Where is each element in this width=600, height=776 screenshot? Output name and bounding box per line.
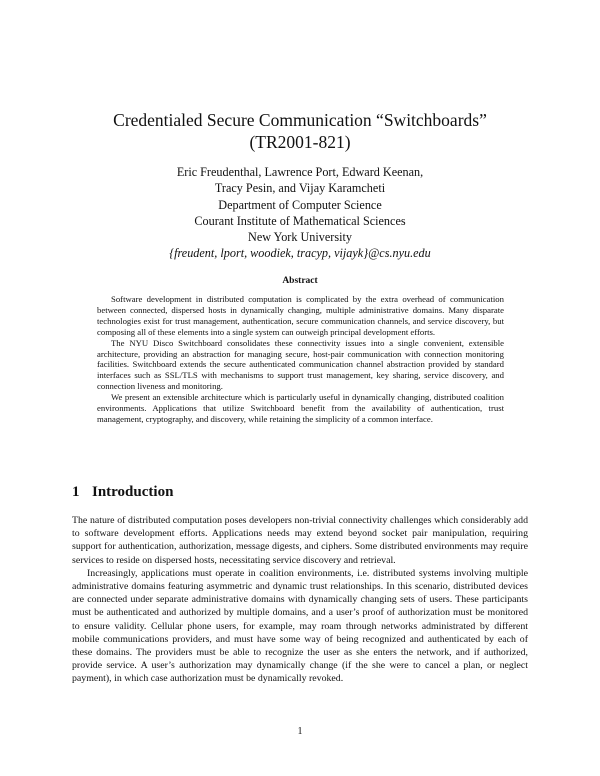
abstract-paragraph: Software development in distributed computation is complicated by the extra overhead of communication between connected, dispersed hosts in dynamically changing, multiple administrative domains. Many disparate technologies exist for trust management, authentication, secure communication channels, and service discovery, but composing all of these elements into a single system can outweigh principal development efforts.: [97, 294, 504, 337]
abstract-paragraph: The NYU Disco Switchboard consolidates these connectivity issues into a single convenient, extensible architecture, providing an abstraction for managing secure, host-pair communication with connection monitoring facilities. Switchboard extends the secure authenticated communication channel abstraction provided by standard interfaces such as SSL/TLS with mechanisms to support trust management, key sharing, service discovery, and connection liveness and monitoring.: [97, 337, 504, 392]
institute: Courant Institute of Mathematical Sciences: [194, 213, 406, 228]
author-block: [60, 164, 540, 262]
body-paragraph: The nature of distributed computation poses developers non-trivial connectivity challenges which considerably add to software development efforts. Applications needs may extend beyond socket pair manipulation, requiring support for authentication, authorization, message digests, and ciphers. Some distributed environments may require services to reside on dispersed hosts, necessitating service discovery and retrieval.: [72, 515, 528, 566]
section-number: 1: [72, 484, 80, 500]
department: Department of Computer Science: [218, 197, 382, 212]
abstract: [97, 294, 504, 425]
author-names: Eric Freudenthal, Lawrence Port, Edward Keenan,: [176, 165, 424, 179]
section-title: Introduction: [92, 484, 174, 500]
abstract-paragraph: We present an extensible architecture which is particularly useful in dynamically changing, distributed coalition environments. Applications that utilize Switchboard benefit from the availability of authentication, trust management, cryptography, and discovery, while retaining the simplicity of a common interface.: [97, 392, 504, 424]
abstract-heading: Abstract: [282, 276, 318, 286]
page-number: 1: [297, 726, 303, 737]
author-emails: {freudent, lport, woodiek, tracyp, vijayk}@cs.nyu.edu: [169, 246, 431, 261]
body-text: [72, 514, 528, 686]
university: New York University: [248, 230, 352, 245]
report-number: (TR2001-821): [249, 132, 351, 152]
body-paragraph: Increasingly, applications must operate in coalition environments, i.e. distributed systems involving multiple administrative domains featuring asymmetric and dynamic trust relationships. In this scenario, distributed devices are connected under separate administrative domains with dynamically changing sets of users. These participants must be authenticated and authorized by multiple domains, and a user’s proof of authorization must be monitored to ensure validity. Cellular phone users, for example, may roam through networks administrated by different mobile communications providers, and must have some way of being recognized and authenticated by each of these domains. The providers must be able to recognize the user as she enters the network, and if authorized, provide service. A user’s authorization may dynamically change (if the she were to cancel a plan, or neglect payment), in which case authorization must be dynamically revoked.: [72, 567, 528, 685]
section-heading: [72, 484, 173, 501]
title-line: Credentialed Secure Communication “Switchboards”: [113, 110, 487, 130]
author-names: Tracy Pesin, and Vijay Karamcheti: [214, 181, 386, 196]
paper-title: [60, 109, 540, 153]
